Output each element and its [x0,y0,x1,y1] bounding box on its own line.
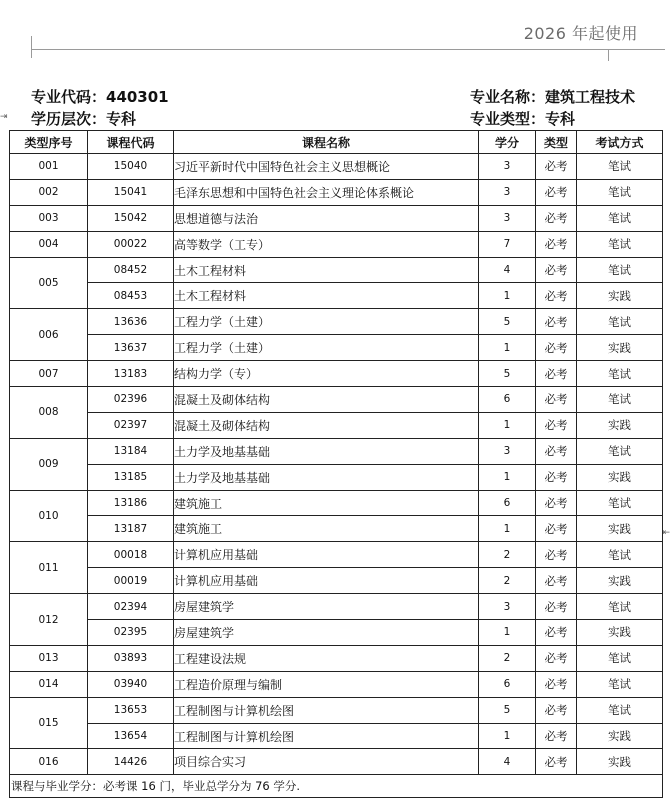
cell-credit: 1 [479,283,536,309]
cell-type: 必考 [536,464,577,490]
cell-exam: 实践 [577,335,663,361]
major-name: 专业名称：建筑工程技术 [470,88,636,106]
cell-name: 高等数学（工专） [174,231,479,257]
cell-credit: 2 [479,568,536,594]
cell-code: 13184 [88,438,174,464]
cell-code: 00018 [88,542,174,568]
cell-type: 必考 [536,490,577,516]
cell-code: 15042 [88,205,174,231]
cell-exam: 笔试 [577,697,663,723]
table-row [10,412,663,438]
cell-type: 必考 [536,283,577,309]
table-row [10,749,663,775]
cell-exam: 笔试 [577,257,663,283]
cell-type: 必考 [536,335,577,361]
cell-credit: 1 [479,335,536,361]
table-row [10,516,663,542]
header-code: 课程代码 [88,131,174,154]
cell-name: 习近平新时代中国特色社会主义思想概论 [174,154,479,180]
cell-name: 混凝土及砌体结构 [174,387,479,413]
cell-credit: 1 [479,464,536,490]
cell-name: 建筑施工 [174,490,479,516]
cell-code: 13653 [88,697,174,723]
cell-code: 15041 [88,179,174,205]
table-row [10,309,663,335]
table-row [10,568,663,594]
cell-credit: 7 [479,231,536,257]
cell-exam: 笔试 [577,671,663,697]
cell-name: 工程造价原理与编制 [174,671,479,697]
table-row [10,620,663,646]
cell-code: 13637 [88,335,174,361]
cell-seq: 006 [10,309,88,361]
table-row [10,283,663,309]
cell-exam: 笔试 [577,231,663,257]
cell-type: 必考 [536,516,577,542]
header-rule [31,49,665,50]
cell-seq: 001 [10,154,88,180]
cell-seq: 016 [10,749,88,775]
cell-credit: 2 [479,645,536,671]
cell-name: 思想道德与法治 [174,205,479,231]
cell-name: 项目综合实习 [174,749,479,775]
cell-seq: 007 [10,361,88,387]
cell-credit: 4 [479,257,536,283]
cell-name: 工程建设法规 [174,645,479,671]
year-label: 2026 年起使用 [523,24,638,43]
table-row [10,697,663,723]
cell-seq: 011 [10,542,88,594]
cell-exam: 笔试 [577,542,663,568]
cell-code: 00022 [88,231,174,257]
cell-code: 13636 [88,309,174,335]
course-table-body [10,154,663,775]
cell-code: 03893 [88,645,174,671]
table-row [10,464,663,490]
cell-name: 混凝土及砌体结构 [174,412,479,438]
cell-name: 土力学及地基基础 [174,464,479,490]
cell-credit: 1 [479,516,536,542]
cell-type: 必考 [536,671,577,697]
cell-code: 13183 [88,361,174,387]
cell-code: 02394 [88,594,174,620]
cell-seq: 008 [10,387,88,439]
cell-exam: 实践 [577,283,663,309]
table-move-handle-icon[interactable]: ⇥ [0,112,8,122]
cell-name: 结构力学（专） [174,361,479,387]
cell-code: 03940 [88,671,174,697]
cell-name: 房屋建筑学 [174,594,479,620]
cell-exam: 笔试 [577,594,663,620]
cell-code: 13185 [88,464,174,490]
cell-code: 13654 [88,723,174,749]
cell-credit: 6 [479,387,536,413]
cell-name: 土力学及地基基础 [174,438,479,464]
table-row [10,231,663,257]
header-credit: 学分 [479,131,536,154]
cell-exam: 笔试 [577,361,663,387]
cell-code: 13187 [88,516,174,542]
cell-credit: 6 [479,490,536,516]
cell-credit: 3 [479,438,536,464]
cell-code: 00019 [88,568,174,594]
cell-credit: 1 [479,412,536,438]
cell-name: 计算机应用基础 [174,568,479,594]
cell-type: 必考 [536,723,577,749]
table-row [10,490,663,516]
cell-seq: 003 [10,205,88,231]
table-row [10,179,663,205]
cell-name: 工程力学（土建） [174,309,479,335]
cell-exam: 实践 [577,620,663,646]
cell-name: 土木工程材料 [174,257,479,283]
header-tick [608,49,609,61]
cell-code: 08452 [88,257,174,283]
cell-type: 必考 [536,697,577,723]
cell-credit: 5 [479,697,536,723]
table-header-row [10,131,663,154]
cell-credit: 4 [479,749,536,775]
table-row [10,154,663,180]
cell-seq: 004 [10,231,88,257]
cell-exam: 笔试 [577,309,663,335]
cell-name: 建筑施工 [174,516,479,542]
cell-exam: 笔试 [577,205,663,231]
cell-seq: 005 [10,257,88,309]
cell-type: 必考 [536,620,577,646]
cell-exam: 实践 [577,723,663,749]
cell-credit: 3 [479,154,536,180]
table-row [10,594,663,620]
major-code: 专业代码：440301 [31,88,169,106]
cell-exam: 笔试 [577,645,663,671]
cell-seq: 012 [10,594,88,646]
header-corner-mark [31,36,32,58]
cell-type: 必考 [536,231,577,257]
header-type: 类型 [536,131,577,154]
cell-exam: 笔试 [577,179,663,205]
table-row [10,335,663,361]
cell-type: 必考 [536,361,577,387]
cell-type: 必考 [536,154,577,180]
cell-credit: 2 [479,542,536,568]
cell-exam: 实践 [577,464,663,490]
cell-exam: 笔试 [577,490,663,516]
cell-name: 工程力学（土建） [174,335,479,361]
cell-seq: 013 [10,645,88,671]
table-row [10,205,663,231]
cell-seq: 014 [10,671,88,697]
cell-exam: 笔试 [577,387,663,413]
cell-type: 必考 [536,594,577,620]
cell-code: 02395 [88,620,174,646]
table-row [10,645,663,671]
cell-type: 必考 [536,257,577,283]
cell-credit: 3 [479,179,536,205]
cell-exam: 笔试 [577,154,663,180]
cell-code: 02397 [88,412,174,438]
summary-text: 课程与毕业学分：必考课 16 门，毕业总学分为 76 学分. [10,775,663,798]
cell-type: 必考 [536,205,577,231]
cell-seq: 010 [10,490,88,542]
cell-name: 计算机应用基础 [174,542,479,568]
header-seq: 类型序号 [10,131,88,154]
table-row [10,387,663,413]
major-type: 专业类型：专科 [470,110,576,128]
table-row [10,671,663,697]
cell-exam: 实践 [577,412,663,438]
cell-credit: 6 [479,671,536,697]
header-exam: 考试方式 [577,131,663,154]
cell-credit: 1 [479,723,536,749]
cell-credit: 5 [479,309,536,335]
cell-credit: 3 [479,205,536,231]
cell-type: 必考 [536,412,577,438]
cell-exam: 实践 [577,749,663,775]
table-row [10,723,663,749]
summary-row [10,775,663,798]
cell-type: 必考 [536,438,577,464]
cell-exam: 实践 [577,516,663,542]
cell-type: 必考 [536,387,577,413]
cell-code: 14426 [88,749,174,775]
cell-credit: 3 [479,594,536,620]
education-level: 学历层次：专科 [31,110,137,128]
table-resize-handle-icon[interactable]: ⇤ [662,528,670,538]
header-name: 课程名称 [174,131,479,154]
cell-type: 必考 [536,568,577,594]
cell-code: 02396 [88,387,174,413]
cell-exam: 笔试 [577,438,663,464]
cell-seq: 015 [10,697,88,749]
course-table [9,130,663,798]
cell-credit: 5 [479,361,536,387]
cell-type: 必考 [536,542,577,568]
table-row [10,542,663,568]
cell-name: 工程制图与计算机绘图 [174,723,479,749]
cell-name: 工程制图与计算机绘图 [174,697,479,723]
cell-type: 必考 [536,179,577,205]
cell-seq: 009 [10,438,88,490]
cell-exam: 实践 [577,568,663,594]
table-row [10,257,663,283]
table-row [10,361,663,387]
cell-type: 必考 [536,749,577,775]
cell-name: 土木工程材料 [174,283,479,309]
cell-seq: 002 [10,179,88,205]
cell-type: 必考 [536,309,577,335]
cell-name: 毛泽东思想和中国特色社会主义理论体系概论 [174,179,479,205]
cell-type: 必考 [536,645,577,671]
cell-name: 房屋建筑学 [174,620,479,646]
cell-code: 15040 [88,154,174,180]
cell-credit: 1 [479,620,536,646]
cell-code: 08453 [88,283,174,309]
cell-code: 13186 [88,490,174,516]
table-row [10,438,663,464]
